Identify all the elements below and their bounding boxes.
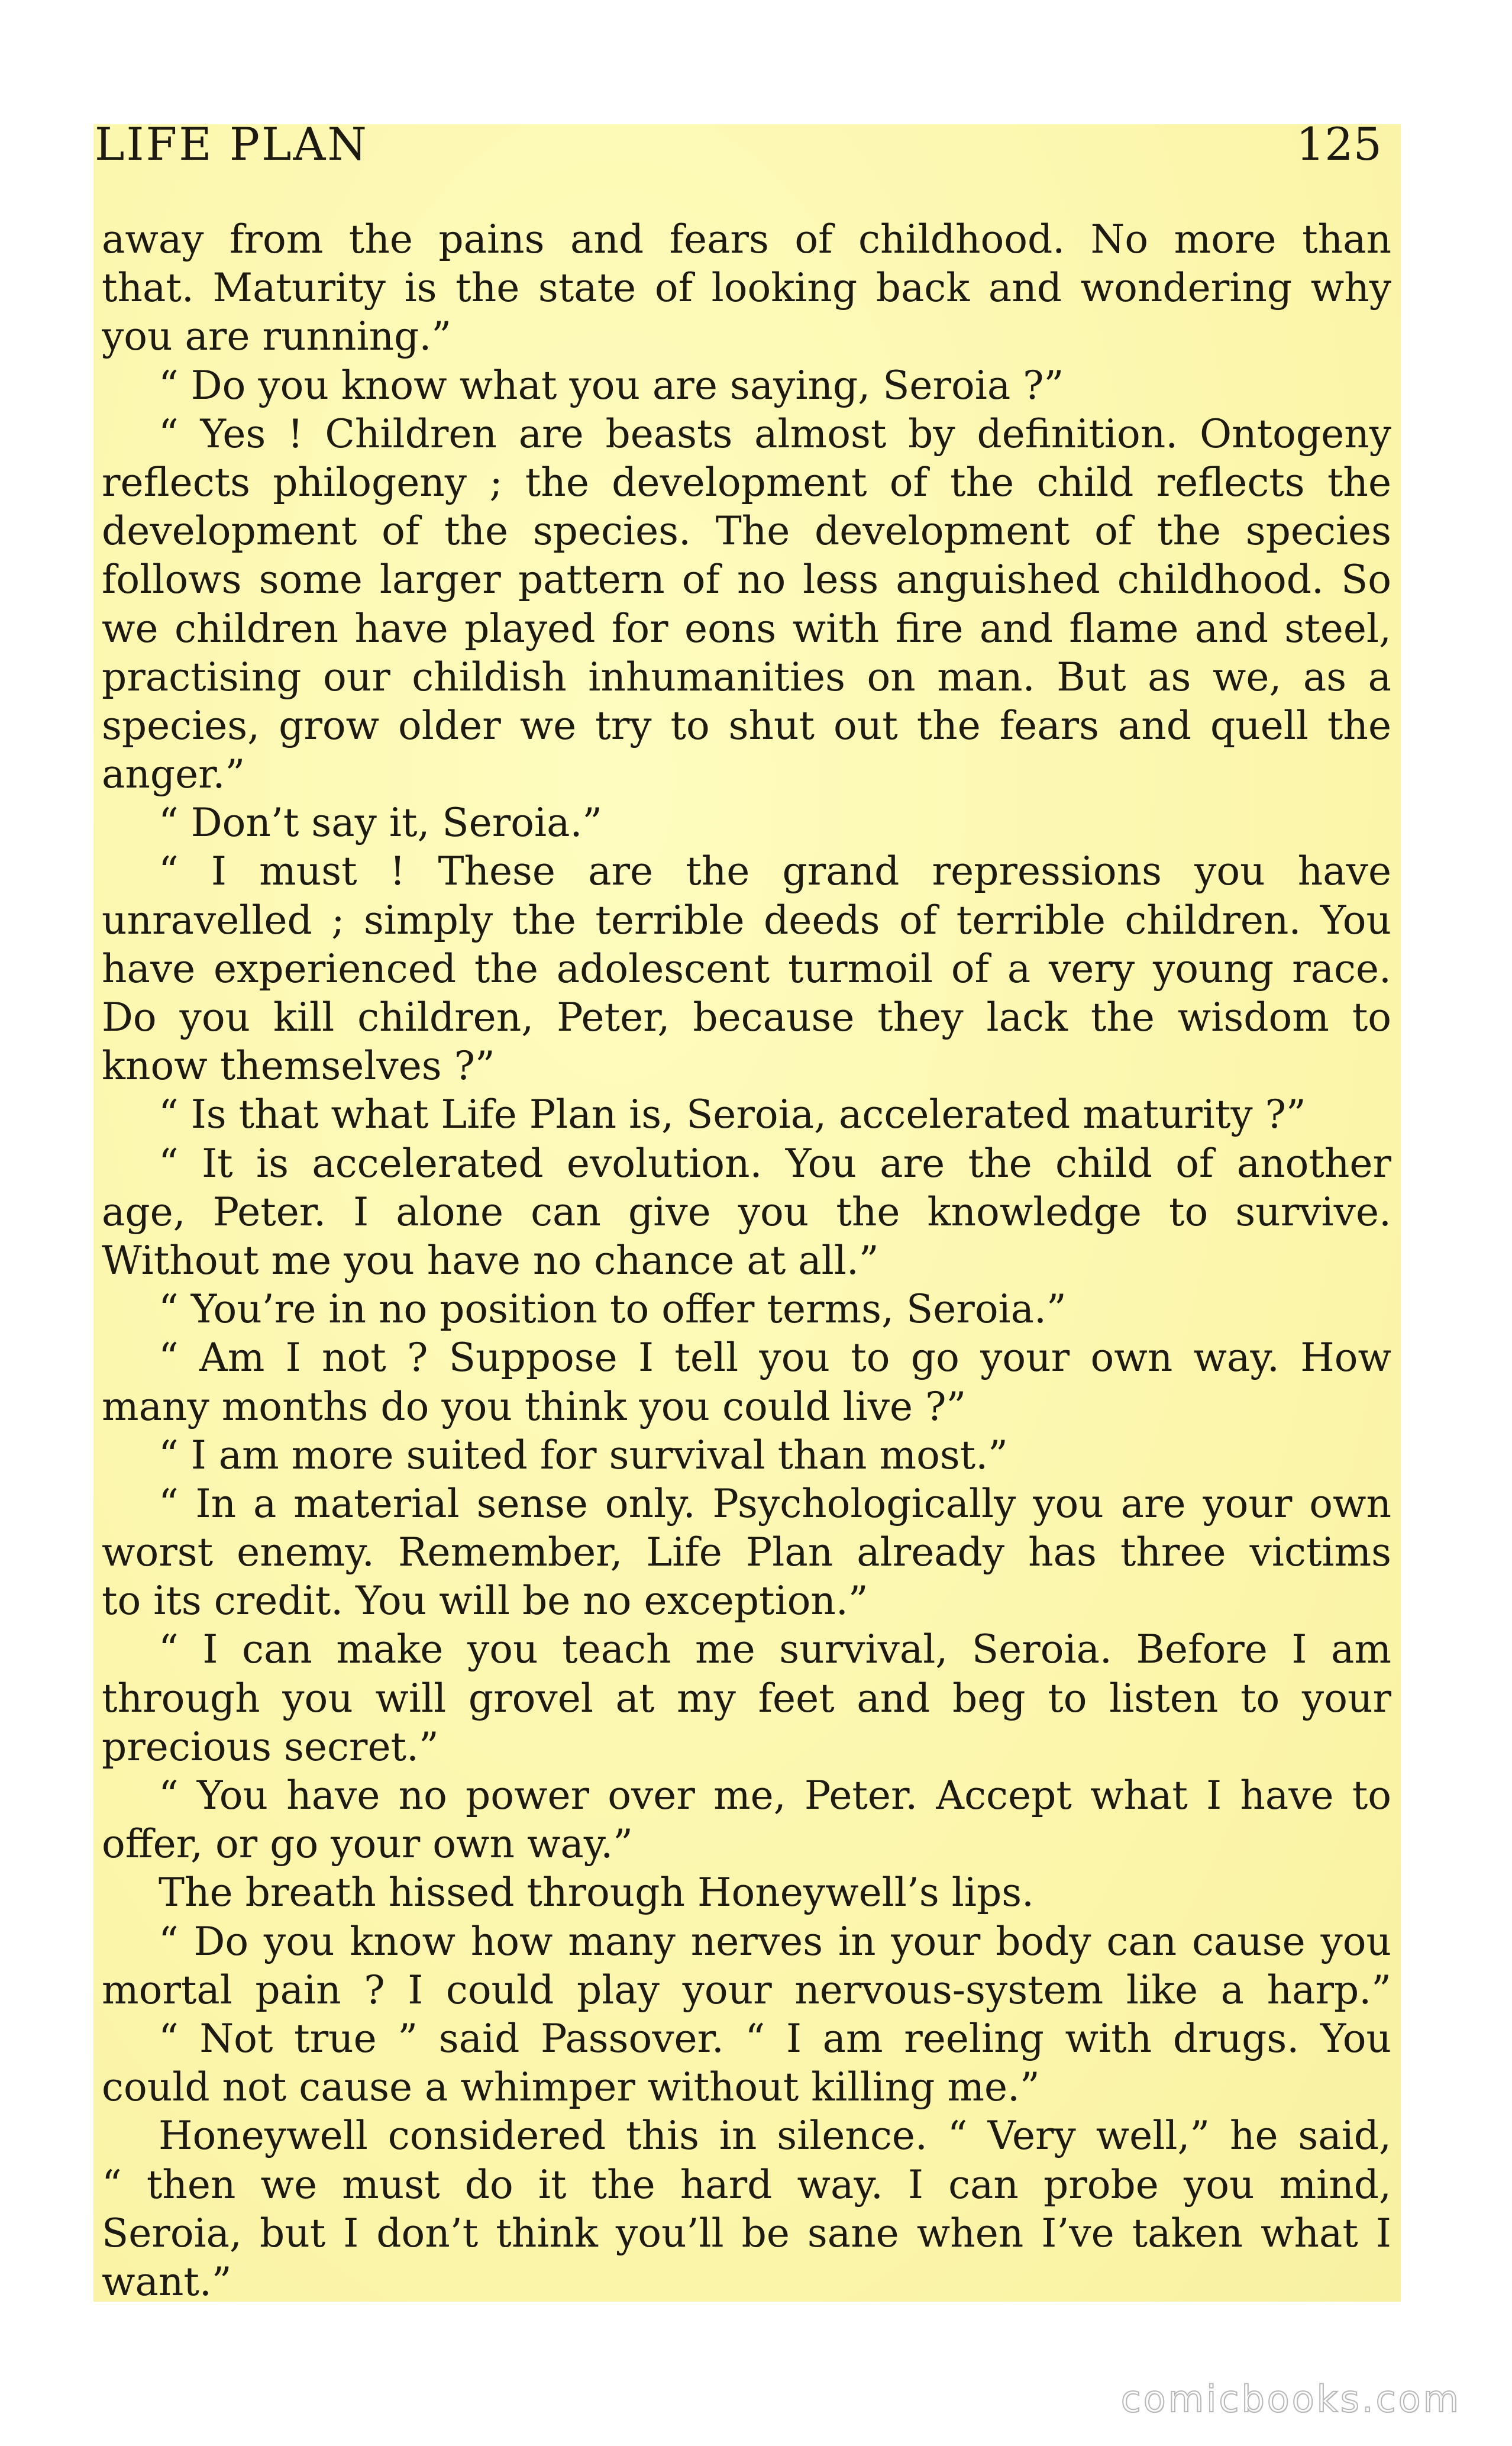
text-line: “ I am more suited for survival than most.” — [159, 1432, 1008, 1478]
text-line: “ You have no power over me, Peter. Accept what I have to — [159, 1773, 1391, 1818]
text-line: “ Do you know how many nerves in your body can cause you — [159, 1918, 1391, 1964]
text-line: Honeywell considered this in silence. “ Very well,” he said, — [159, 2113, 1391, 2159]
text-line: “ Not true ” said Passover. “ I am reeling with drugs. You — [159, 2015, 1391, 2061]
text-line: “ Yes ! Children are beasts almost by definition. Ontogeny — [159, 411, 1391, 457]
running-head: LIFE PLAN — [95, 118, 369, 170]
text-line: “ Am I not ? Suppose I tell you to go your own way. How — [159, 1335, 1391, 1381]
text-line: through you will grovel at my feet and beg to listen to your — [102, 1675, 1391, 1721]
text-line: “ Do you know what you are saying, Seroia ?” — [159, 362, 1064, 408]
text-line: age, Peter. I alone can give you the knowledge to survive. — [102, 1189, 1391, 1235]
text-line: “ I can make you teach me survival, Seroia. Before I am — [159, 1627, 1391, 1673]
text-line: “ Is that what Life Plan is, Seroia, accelerated maturity ?” — [159, 1092, 1306, 1138]
text-line: many months do you think you could live ?” — [102, 1383, 967, 1429]
text-line: worst enemy. Remember, Life Plan already has three victims — [102, 1529, 1391, 1576]
text-line: away from the pains and fears of childhood. No more than — [102, 217, 1391, 262]
text-line: offer, or go your own way.” — [102, 1821, 634, 1867]
text-line: “ I must ! These are the grand repressions you have — [159, 848, 1391, 895]
text-line: reflects philogeny ; the development of the child reflects the — [102, 459, 1391, 505]
text-line: you are running.” — [102, 314, 452, 360]
text-line: Seroia, but I don’t think you’ll be sane when I’ve taken what I — [102, 2210, 1391, 2256]
text-line: follows some larger pattern of no less anguished childhood. So — [102, 557, 1391, 603]
text-line: species, grow older we try to shut out the fears and quell the — [102, 702, 1391, 748]
text-line: Do you kill children, Peter, because they lack the wisdom to — [102, 995, 1391, 1040]
text-line: precious secret.” — [102, 1724, 439, 1770]
page-header — [95, 116, 1382, 173]
text-line: “ then we must do it the hard way. I can probe you mind, — [102, 2161, 1391, 2208]
page-number: 125 — [1295, 118, 1382, 170]
text-line: we children have played for eons with fire and flame and steel, — [102, 605, 1391, 651]
text-line: Without me you have no chance at all.” — [102, 1237, 879, 1283]
text-line: mortal pain ? I could play your nervous-system like a harp.” — [102, 1967, 1391, 2013]
text-line: want.” — [102, 2258, 232, 2305]
text-line: “ In a material sense only. Psychologically you are your own — [159, 1480, 1391, 1527]
text-line: practising our childish inhumanities on man. But as we, as a — [102, 654, 1391, 700]
text-line: The breath hissed through Honeywell’s lips. — [159, 1870, 1035, 1916]
text-line: “ It is accelerated evolution. You are the child of another — [159, 1140, 1391, 1186]
text-line: development of the species. The development of the species — [102, 508, 1391, 554]
text-line: “ Don’t say it, Seroia.” — [159, 800, 603, 846]
body-text — [102, 215, 1391, 2306]
text-line: have experienced the adolescent turmoil of a very young race. — [102, 946, 1391, 992]
watermark: comicbooks.com — [1120, 2377, 1461, 2421]
text-line: that. Maturity is the state of looking back and wondering why — [102, 265, 1391, 311]
text-line: anger.” — [102, 751, 245, 798]
text-line: could not cause a whimper without killing me.” — [102, 2064, 1040, 2111]
text-line: unravelled ; simply the terrible deeds of terrible children. You — [102, 897, 1391, 943]
text-line: “ You’re in no position to offer terms, Seroia.” — [159, 1286, 1067, 1332]
text-line: to its credit. You will be no exception.” — [102, 1578, 868, 1624]
text-line: know themselves ?” — [102, 1043, 495, 1089]
